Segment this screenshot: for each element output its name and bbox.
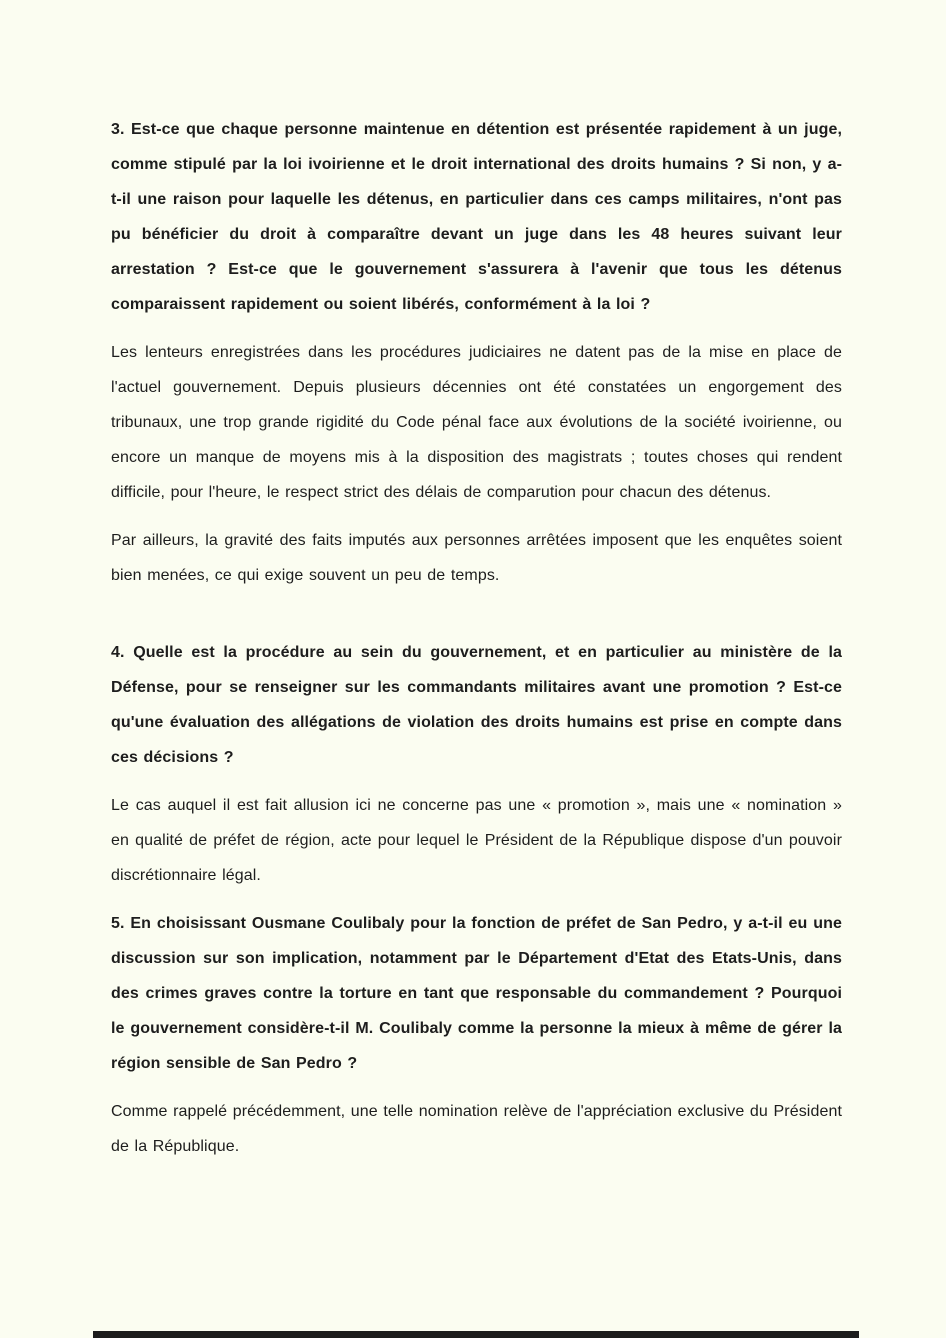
question-3-paragraph: 3. Est-ce que chaque personne maintenue en détention est présentée rapidement à un juge, comme stipulé par la loi ivoirienne et le droit international des droits humains ? Si non, y a-t-il une raison pour laquelle les détenus, en particulier dans ces camps militaires, n'ont pas pu bénéficier du droit à comparaître devant un juge dans les 48 heures suivant leur arrestation ? Est-ce que le gouvernement s'assurera à l'avenir que tous les détenus comparaissent rapidement ou soient libérés, conformément à la loi ?: [111, 121, 842, 313]
question-5-paragraph: 5. En choisissant Ousmane Coulibaly pour la fonction de préfet de San Pedro, y a-t-il eu une discussion sur son implication, notamment par le Département d'Etat des Etats-Unis, dans des crimes graves contre la torture en tant que responsable du commandement ? Pourquoi le gouvernement considère-t-il M. Coulibaly comme la personne la mieux à même de gérer la région sensible de San Pedro ?: [111, 915, 842, 1072]
answer-3-paragraph-2: Par ailleurs, la gravité des faits imputés aux personnes arrêtées imposent que les enquêtes soient bien menées, ce qui exige souvent un peu de temps.: [111, 532, 842, 584]
answer-5-paragraph: Comme rappelé précédemment, une telle nomination relève de l'appréciation exclusive du Président de la République.: [111, 1103, 842, 1155]
document-text-column: [111, 112, 842, 1177]
answer-4-paragraph: Le cas auquel il est fait allusion ici ne concerne pas une « promotion », mais une « nomination » en qualité de préfet de région, acte pour lequel le Président de la République dispose d'un pouvoir discrétionnaire légal.: [111, 797, 842, 884]
question-4-paragraph: 4. Quelle est la procédure au sein du gouvernement, et en particulier au ministère de la Défense, pour se renseigner sur les commandants militaires avant une promotion ? Est-ce qu'une évaluation des allégations de violation des droits humains est prise en compte dans ces décisions ?: [111, 644, 842, 766]
next-section-cutoff-bar: [93, 1331, 859, 1338]
answer-3-paragraph-1: Les lenteurs enregistrées dans les procédures judiciaires ne datent pas de la mise en place de l'actuel gouvernement. Depuis plusieurs décennies ont été constatées un engorgement des tribunaux, une trop grande rigidité du Code pénal face aux évolutions de la société ivoirienne, ou encore un manque de moyens mis à la disposition des magistrats ; toutes choses qui rendent difficile, pour l'heure, le respect strict des délais de comparution pour chacun des détenus.: [111, 344, 842, 501]
